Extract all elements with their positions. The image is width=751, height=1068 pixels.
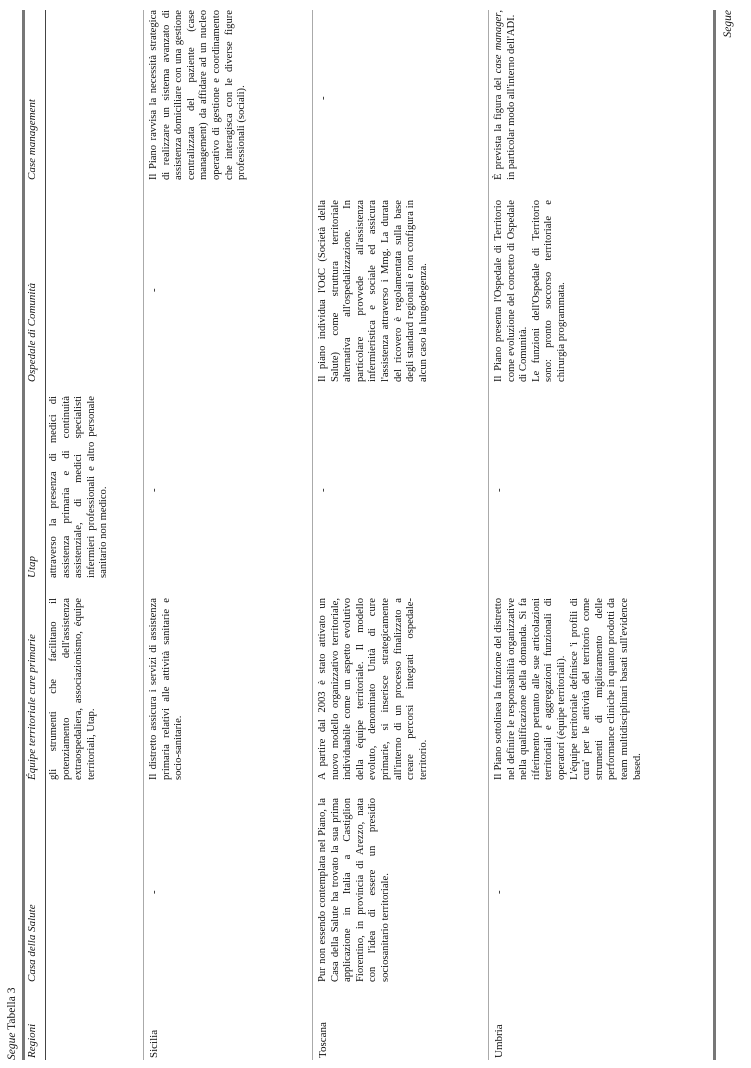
cell-toscana-equipe: A partire dal 2003 è stato attivato un nuovo modello organizzativo territoriale, individuabile come un aspetto evolutivo della équipe territoriale. Il modello evoluto, denominato Unità di cure primarie, si inserisce strategicamente all'interno di un processo finalizzato a creare percorsi integrati ospedale-territorio. <box>317 598 429 780</box>
cell-cont-equipe: gli strumenti che facilitano il potenziamento dell'assistenza extraospedaliera, associazionismo, équipe territoriali, Utap. <box>48 598 97 780</box>
cell-sicilia-utap: - <box>148 488 160 492</box>
cell-sicilia-equipe: Il distretto assicura i servizi di assistenza primaria relativi alle attività sanitarie e socio-sanitarie. <box>148 598 185 780</box>
caption-prefix: Segue <box>6 1032 18 1060</box>
row-separator <box>488 10 489 1060</box>
cell-cont-utap: attraverso la presenza di medici di assistenza primaria e di continuità assistenziale, di medici specialisti infermieri professionali e altro personale sanitario non medico. <box>48 396 110 578</box>
case-mgmt-text-pre: È prevista la figura del <box>493 73 504 180</box>
header-equipe: Équipe territoriale cure primarie <box>26 634 38 780</box>
cell-umbria-case-mgmt <box>493 10 518 180</box>
table-caption <box>6 988 18 1060</box>
header-case-mgmt: Case management <box>26 99 38 180</box>
cell-sicilia-case-mgmt: Il Piano ravvisa la necessità strategica di realizzare un sistema avanzato di assistenza domiciliare con una gestione centralizzata del paziente (case management) da affidare ad un nucleo operativo di gestione e coordinamento che interagisca con le diverse figure professionali (sociali). <box>148 10 248 180</box>
row-separator <box>312 10 313 1060</box>
cell-toscana-casa: Pur non essendo contemplata nel Piano, la Casa della Salute ha trovato la sua prima applicazione in Italia a Castiglion Fiorentino, in provincia di Arezzo, nata con l'idea di essere un presidio sociosanitario territoriale. <box>317 798 391 982</box>
region-sicilia: Sicilia <box>148 1029 160 1058</box>
case-mgmt-text-em: case manager <box>493 12 504 74</box>
header-regioni: Regioni <box>26 1023 38 1058</box>
cell-umbria-ospedale: Il Piano presenta l'Ospedale di Territorio come evoluzione del concetto di Ospedale di Comunità. Le funzioni dell'Ospedale di Territorio sono: pronto soccorso territoriale e chirurgia programmata. <box>493 200 567 382</box>
cell-toscana-utap: - <box>317 488 329 492</box>
region-umbria: Umbria <box>493 1024 505 1058</box>
header-ospedale: Ospedale di Comunità <box>26 283 38 382</box>
caption-label: Tabella 3 <box>6 987 18 1030</box>
cell-sicilia-casa: - <box>148 890 160 894</box>
cell-umbria-utap: - <box>493 488 505 492</box>
table-bottom-rule <box>713 10 716 1060</box>
header-rule <box>45 10 46 1060</box>
header-utap: Utap <box>26 556 38 578</box>
cell-toscana-ospedale: Il piano individua l'OdC (Società della Salute) come struttura territoriale alternativa all'ospedalizzazione. In particolare provvede all'assistenza infermieristica e sociale ed assicura l'assistenza attraverso i Mmg. La durata del ricovero è regolamentata sulla base degli standard regionali e non configura in alcun caso la lungodegenza. <box>317 200 429 382</box>
header-casa: Casa della Salute <box>26 904 38 982</box>
continued-label: Segue <box>722 10 734 38</box>
cell-umbria-equipe: Il Piano sottolinea la funzione del distretto nel definire le responsabilità organizzative nella qualificazione della domanda. Si fa riferimento pertanto alle sue articolazioni territoriali e aggregazioni funzionali di operatori (équipe territoriali). L'équipe territoriale definisce 'i profili di cura' per le attività del territorio come strumenti di miglioramento delle performance cliniche in quanto prodotti da team multidisciplinari basati sull'evidence based. <box>493 598 643 780</box>
row-separator <box>143 10 144 1060</box>
case-mgmt-text-post: , in particolar modo all'interno dell'ADI. <box>493 10 517 180</box>
table-top-rule <box>22 10 25 1060</box>
region-toscana: Toscana <box>317 1022 329 1058</box>
cell-umbria-casa: - <box>493 890 505 894</box>
cell-sicilia-ospedale: - <box>148 288 160 292</box>
cell-toscana-case-mgmt: - <box>317 96 329 100</box>
